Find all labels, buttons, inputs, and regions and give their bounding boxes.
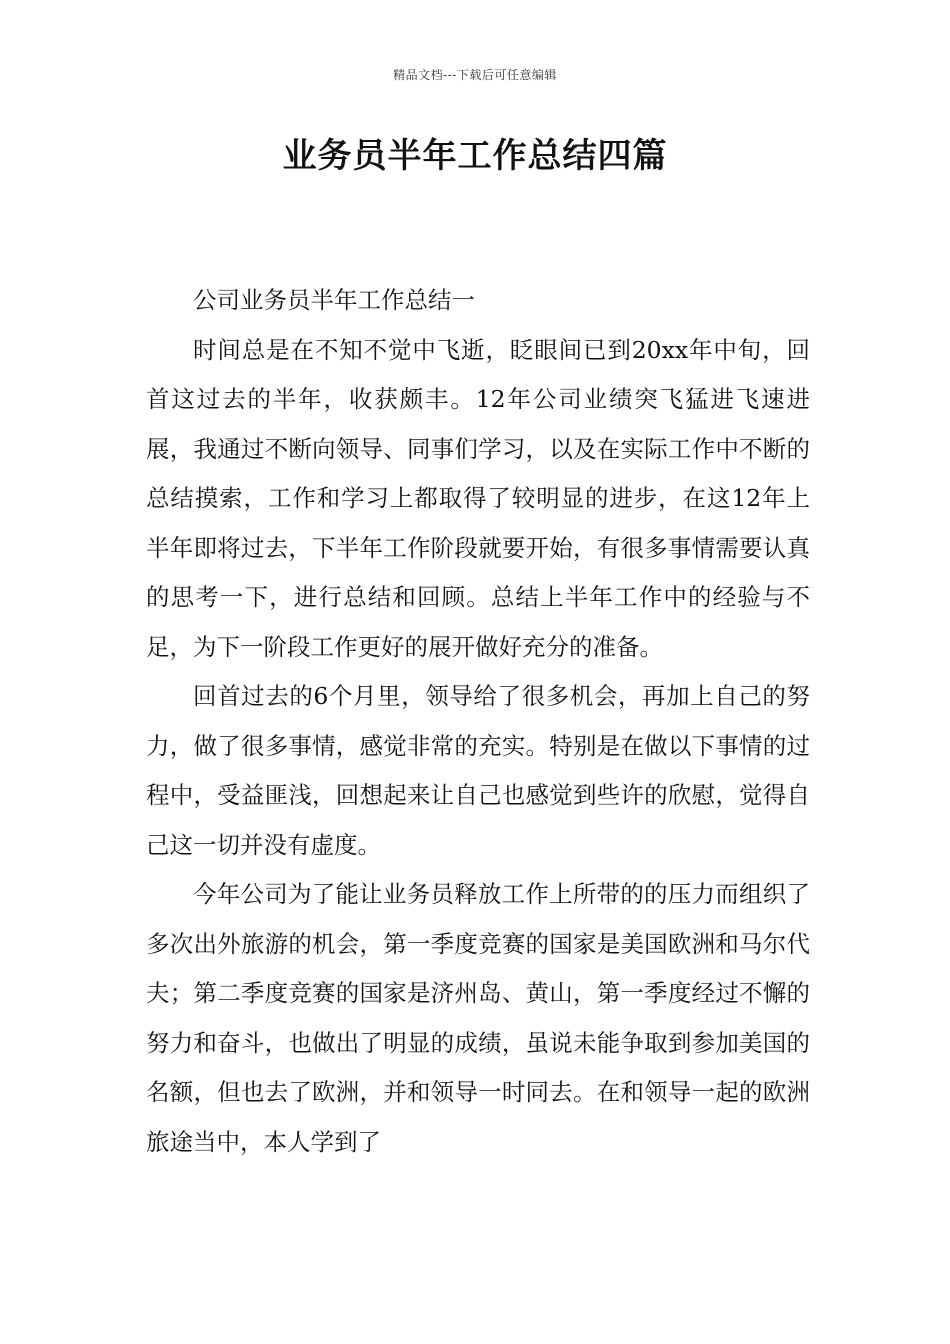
paragraph: 时间总是在不知不觉中飞逝，眨眼间已到20xx年中旬，回首这过去的半年，收获颇丰。12年公司业绩突飞猛进飞速进展，我通过不断向领导、同事们学习，以及在实际工作中不断的总结摸索，工作和学习上都取得了较明显的进步，在这12年上半年即将过去，下半年工作阶段就要开始，有很多事情需要认真的思考一下，进行总结和回顾。总结上半年工作中的经验与不足，为下一阶段工作更好的展开做好充分的准备。 — [146, 335, 810, 661]
paragraph: 今年公司为了能让业务员释放工作上所带的的压力而组织了多次出外旅游的机会，第一季度竞赛的国家是美国欧洲和马尔代夫；第二季度竞赛的国家是济州岛、黄山，第一季度经过不懈的努力和奋斗，也做出了明显的成绩，虽说未能争取到参加美国的名额，但也去了欧洲，并和领导一时同去。在和领导一起的欧洲旅途当中，本人学到了 — [146, 880, 810, 1156]
paragraph: 回首过去的6个月里，领导给了很多机会，再加上自己的努力，做了很多事情，感觉非常的充实。特别是在做以下事情的过程中，受益匪浅，回想起来让自己也感觉到些许的欣慰，觉得自己这一切并没有虚度。 — [146, 682, 810, 859]
section-heading: 公司业务员半年工作总结一 — [193, 286, 475, 314]
document-body — [146, 276, 810, 1167]
document-title: 业务员半年工作总结四篇 — [282, 136, 668, 176]
header-note: 精品文档---下载后可任意编辑 — [393, 68, 557, 82]
